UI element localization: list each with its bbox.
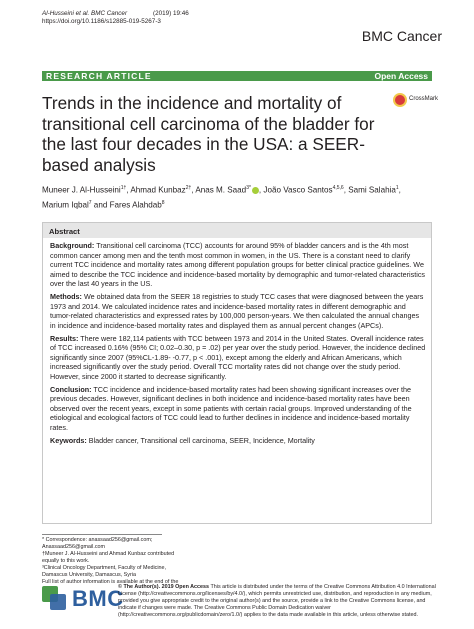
section-label: Keywords: (50, 435, 87, 445)
author-name[interactable]: Muneer J. Al-Husseini (42, 185, 121, 195)
abstract-section-keywords (50, 436, 426, 446)
bmc-logo (42, 584, 124, 614)
author-name[interactable]: Fares Alahdab (109, 200, 162, 210)
author-list: Muneer J. Al-Husseini$^{1\dagger}$, Ahmad Kunbaz$^{2\dagger}$, Anas M. Saad$^{3*}$ , João Vasco Santos$^{4,5,6}$, Sami Salahia$^1$, Marium Iqbal$^7$ and Fares Alahdab$^8$ (42, 185, 401, 210)
section-label: Background: (50, 241, 95, 250)
logo-text: BMC (72, 586, 124, 611)
abstract-box (42, 222, 432, 524)
citation-year: (2019) 19:46 (153, 10, 189, 17)
author-affiliation: 4,5,6 (332, 185, 344, 191)
license-bold: © The Author(s). 2019 Open Access (118, 584, 210, 590)
footnotes (42, 526, 192, 593)
section-text: Transitional cell carcinoma (TCC) accounts for around 95% of bladder cancers and is the 4th most common cancer among men and the tenth most common in women, in the US. There is a constant need to clarify current TCC incidence and mortality rates among different population groups for better clinical practice guidelines. We aimed to describe the TCC incidence and incidence-based mortality by demographic and tumor-related characteristics over the last 40 years in the US. (50, 241, 426, 288)
author-name[interactable]: Anas M. Saad (195, 185, 247, 195)
section-text: We obtained data from the SEER 18 registries to study TCC cases that were diagnosed between the years 1973 and 2014. We calculated incidence rates and incidence-based mortality rates in different demographic and tumor-related characteristics and expressed rates by 100,000 person-years. We then calculated the annual changes in incidence and incidence-based mortality rates and displayed them as annual percent changes (APCs). (50, 292, 424, 330)
correspondence-note[interactable]: * Correspondence: anassaad256@gmail.com; Anassaad256@gmail.com (42, 536, 153, 550)
author-name[interactable]: Sami Salahia (348, 185, 396, 195)
abstract-body (50, 241, 426, 449)
citation (42, 10, 442, 18)
article-type-banner (42, 71, 432, 81)
footnote-divider (42, 534, 162, 535)
abstract-section-conclusion (50, 385, 426, 433)
doi-link[interactable]: https://doi.org/10.1186/s12885-019-5267-3 (42, 18, 161, 25)
abstract-heading: Abstract (43, 223, 431, 238)
author-affiliation: 7 (88, 199, 92, 206)
author-info-note: Full list of author information is available at the end of the (42, 578, 179, 585)
abstract-section-methods (50, 292, 426, 330)
author-affiliation: 1† (120, 185, 127, 191)
section-label: Methods: (50, 292, 82, 301)
author-affiliation: 3* (246, 185, 251, 191)
license-text (118, 584, 442, 619)
section-text: Bladder cancer, Transitional cell carcinoma, SEER, Incidence, Mortality (88, 435, 315, 445)
section-text: There were 182,114 patients with TCC between 1973 and 2014 in the United States. Overall incidence rates of TCC increased 0.16% (95% CI; 0.02–0.30, p = .02) per year over the study period. However, the incidence declined significantly since 2007 (95%CL-1.89- -0.77, p < .001), except among the elderly and African Americans, which increased significantly over the study period. Overall TCC mortality rates did not change over the study period. However, since 2000 it started to decrease significantly. (50, 333, 426, 381)
logo-mark-blue (50, 594, 66, 610)
abstract-section-background (50, 241, 426, 289)
license-body: This article is distributed under the terms of the Creative Commons Attribution 4.0 International License (http://creativecommons.org/licenses/by/4.0/), which permits unrestricted use, distribution, and reproduction in any medium, provided you give appropriate credit to the original author(s) and the source, provide a link to the Creative Commons license, and indicate if changes were made. The Creative Commons Public Domain Dedication waiver (http://creativecommons.org/publicdomain/zero/1.0/) applies to the data made available in this article, unless otherwise stated. (118, 584, 436, 618)
citation-authors: Al-Husseini et al. BMC Cancer (42, 10, 128, 17)
section-label: Results: (50, 333, 79, 343)
journal-name: BMC Cancer (361, 28, 442, 44)
section-text: TCC incidence and incidence-based mortality rates had been showing significant increases over the previous decades. However, significant declines in both incidence and incidence-based mortality rates have been observed over the recent years, except in some patients with certain racial groups. Improved understanding of the etiological and ecological factors of TCC could lead to further declines in incidence and incidence-based mortality rates. (50, 384, 412, 432)
author-name[interactable]: Ahmad Kunbaz (130, 185, 186, 195)
page-header (42, 10, 442, 46)
author-name[interactable]: Marium Iqbal (42, 200, 89, 210)
crossmark-icon (393, 93, 407, 107)
author-affiliation: 8 (161, 199, 165, 206)
equal-contribution-note: †Muneer J. Al-Husseini and Ahmad Kunbaz contributed equally to this work. (42, 550, 175, 564)
section-label: Conclusion: (50, 384, 92, 394)
author-affiliation: 1 (395, 185, 399, 191)
crossmark-label: CrossMark (409, 96, 439, 102)
orcid-icon[interactable] (252, 187, 259, 194)
abstract-section-results (50, 334, 426, 382)
affiliation-note: ³Clinical Oncology Department, Faculty of Medicine, Damascus University, Damascus, Syria (42, 564, 167, 578)
author-affiliation: 2† (185, 185, 192, 191)
open-access-label: Open Access (374, 71, 428, 81)
author-name[interactable]: João Vasco Santos (263, 185, 333, 195)
article-title: Trends in the incidence and mortality of transitional cell carcinoma of the bladder for the last four decades in the USA: a SEER-based analysis (42, 93, 375, 175)
article-type-label: RESEARCH ARTICLE (46, 71, 152, 81)
crossmark-badge[interactable] (393, 92, 441, 108)
